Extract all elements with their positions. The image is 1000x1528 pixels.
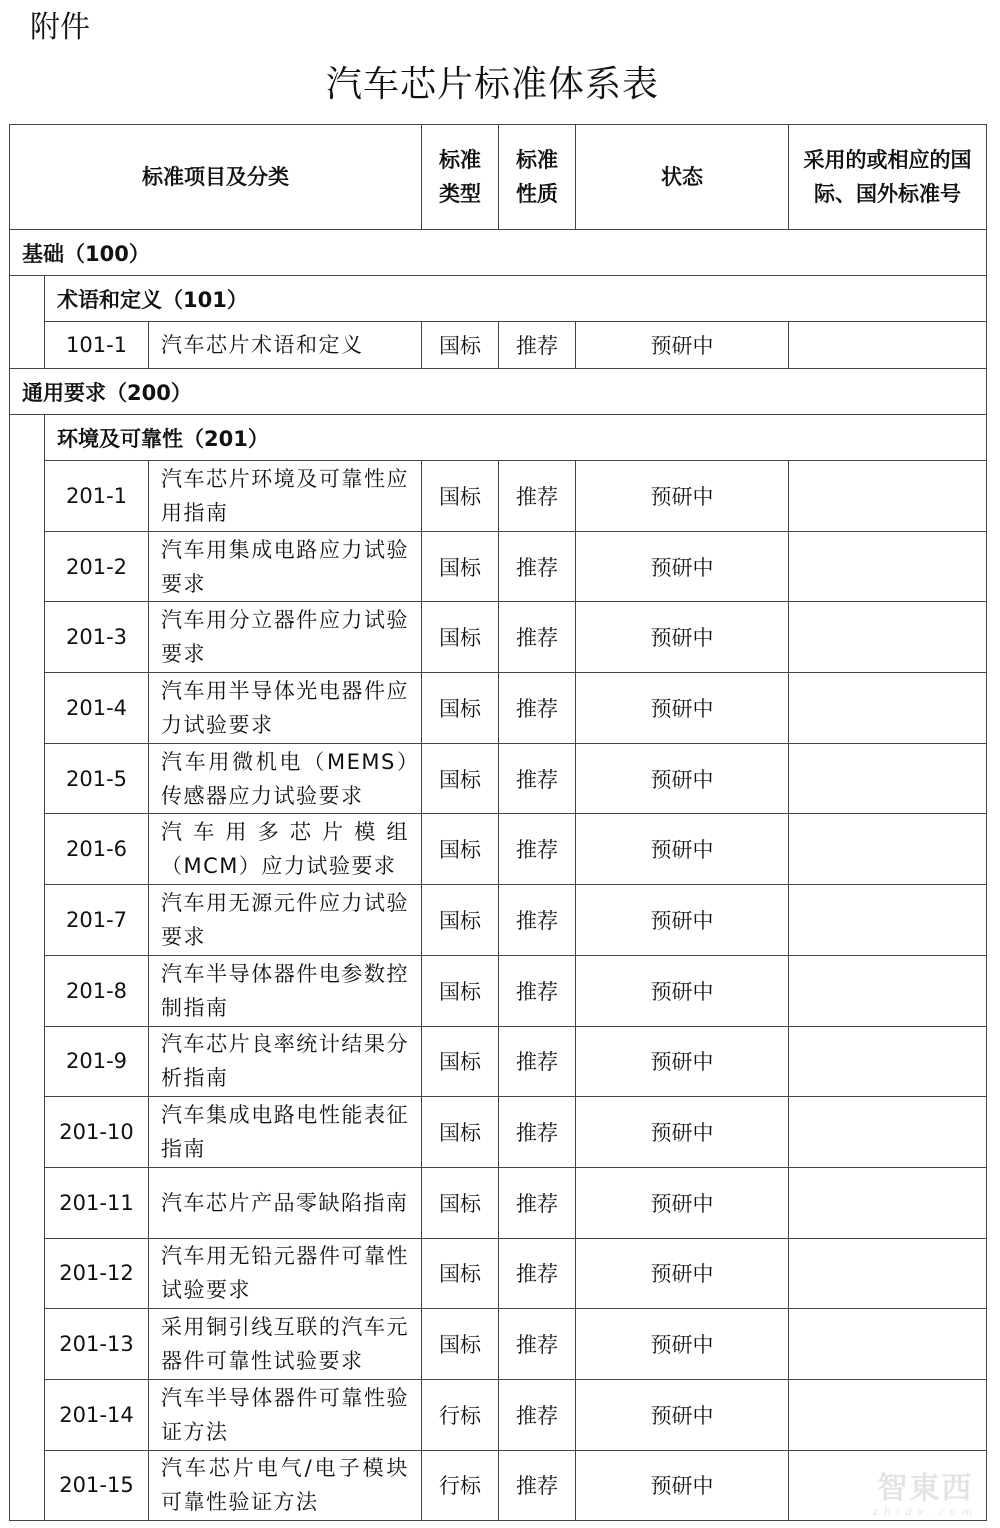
standard-nature: 推荐: [499, 531, 576, 602]
standard-status: 预研中: [576, 461, 789, 532]
intl-standard-number: [789, 322, 987, 369]
standard-status: 预研中: [576, 1450, 789, 1521]
standard-type: 国标: [422, 673, 499, 744]
standard-type: 国标: [422, 814, 499, 885]
standard-type: 国标: [422, 885, 499, 956]
intl-standard-number: [789, 1238, 987, 1309]
page-title: 汽车芯片标准体系表: [325, 64, 659, 105]
standard-name: 汽车半导体器件可靠性验证方法: [149, 1379, 422, 1450]
standard-status: 预研中: [576, 814, 789, 885]
standard-type: 国标: [422, 322, 499, 369]
standard-code: 201-15: [45, 1450, 149, 1521]
table-row: [10, 602, 987, 673]
standard-code: 201-10: [45, 1097, 149, 1168]
standard-nature: 推荐: [499, 461, 576, 532]
standard-name: 汽车用无铅元器件可靠性试验要求: [149, 1238, 422, 1309]
standard-name: 汽车芯片电气/电子模块可靠性验证方法: [149, 1450, 422, 1521]
standards-table: [9, 124, 987, 1521]
section-label: 通用要求（200）: [10, 369, 987, 415]
watermark-site: zhidx.com: [872, 1507, 978, 1518]
standard-nature: 推荐: [499, 814, 576, 885]
header-status: 状态: [576, 125, 789, 230]
table-row: [10, 1309, 987, 1380]
intl-standard-number: [789, 1379, 987, 1450]
table-row: [10, 743, 987, 814]
standard-code: 201-14: [45, 1379, 149, 1450]
section-row: [10, 369, 987, 415]
standard-code: 201-3: [45, 602, 149, 673]
standard-status: 预研中: [576, 743, 789, 814]
standard-type: 国标: [422, 1309, 499, 1380]
standard-name: 汽车用微机电（MEMS）传感器应力试验要求: [149, 743, 422, 814]
intl-standard-number: [789, 814, 987, 885]
standard-name: 汽车用无源元件应力试验要求: [149, 885, 422, 956]
standard-code: 201-8: [45, 955, 149, 1026]
standard-name: 汽车芯片术语和定义: [149, 322, 422, 369]
standard-type: 国标: [422, 602, 499, 673]
indent-cell: [10, 276, 45, 369]
intl-standard-number: [789, 531, 987, 602]
intl-standard-number: [789, 885, 987, 956]
table-row: [10, 814, 987, 885]
attachment-label: 附件: [30, 10, 90, 45]
intl-standard-number: [789, 1167, 987, 1238]
standard-status: 预研中: [576, 322, 789, 369]
section-label: 基础（100）: [10, 230, 987, 276]
standard-nature: 推荐: [499, 1097, 576, 1168]
table-row: [10, 955, 987, 1026]
watermark: [873, 1463, 978, 1518]
watermark-logo: 智東西: [877, 1471, 974, 1506]
standard-code: 101-1: [45, 322, 149, 369]
standard-name: 汽车用多芯片模组（MCM）应力试验要求: [149, 814, 422, 885]
table-row: [10, 673, 987, 744]
header-type: 标准类型: [422, 125, 499, 230]
standard-nature: 推荐: [499, 1167, 576, 1238]
standard-code: 201-13: [45, 1309, 149, 1380]
standard-code: 201-9: [45, 1026, 149, 1097]
standard-name: 汽车芯片产品零缺陷指南: [149, 1167, 422, 1238]
standard-code: 201-2: [45, 531, 149, 602]
standard-name: 汽车用分立器件应力试验要求: [149, 602, 422, 673]
intl-standard-number: [789, 1097, 987, 1168]
intl-standard-number: [789, 743, 987, 814]
standard-status: 预研中: [576, 955, 789, 1026]
standard-nature: 推荐: [499, 743, 576, 814]
standard-code: 201-7: [45, 885, 149, 956]
standard-nature: 推荐: [499, 322, 576, 369]
intl-standard-number: [789, 673, 987, 744]
standard-nature: 推荐: [499, 1309, 576, 1380]
standard-status: 预研中: [576, 531, 789, 602]
standard-name: 汽车半导体器件电参数控制指南: [149, 955, 422, 1026]
standard-type: 国标: [422, 955, 499, 1026]
table-row: [10, 1379, 987, 1450]
standard-name: 汽车芯片良率统计结果分析指南: [149, 1026, 422, 1097]
standard-status: 预研中: [576, 1167, 789, 1238]
standard-status: 预研中: [576, 673, 789, 744]
table-row: [10, 322, 987, 369]
standard-type: 行标: [422, 1450, 499, 1521]
standard-status: 预研中: [576, 1309, 789, 1380]
subsection-label: 环境及可靠性（201）: [45, 415, 987, 461]
standard-type: 国标: [422, 1026, 499, 1097]
standard-nature: 推荐: [499, 1238, 576, 1309]
intl-standard-number: [789, 955, 987, 1026]
table-row: [10, 1238, 987, 1309]
table-header-row: [10, 125, 987, 230]
standard-code: 201-6: [45, 814, 149, 885]
standard-type: 国标: [422, 1167, 499, 1238]
standard-name: 汽车集成电路电性能表征指南: [149, 1097, 422, 1168]
standard-status: 预研中: [576, 1379, 789, 1450]
standard-type: 国标: [422, 1097, 499, 1168]
subsection-row: [10, 415, 987, 461]
standard-name: 汽车用集成电路应力试验要求: [149, 531, 422, 602]
standard-name: 汽车芯片环境及可靠性应用指南: [149, 461, 422, 532]
standard-code: 201-1: [45, 461, 149, 532]
indent-cell: [10, 415, 45, 1521]
intl-standard-number: [789, 602, 987, 673]
standard-nature: 推荐: [499, 955, 576, 1026]
standard-status: 预研中: [576, 602, 789, 673]
intl-standard-number: [789, 1309, 987, 1380]
table-row: [10, 1026, 987, 1097]
table-row: [10, 885, 987, 956]
standard-status: 预研中: [576, 1238, 789, 1309]
standard-status: 预研中: [576, 885, 789, 956]
table-row: [10, 1097, 987, 1168]
table-row: [10, 531, 987, 602]
subsection-row: [10, 276, 987, 322]
standard-code: 201-4: [45, 673, 149, 744]
intl-standard-number: [789, 461, 987, 532]
table-row: [10, 461, 987, 532]
standard-nature: 推荐: [499, 885, 576, 956]
standard-type: 国标: [422, 1238, 499, 1309]
intl-standard-number: [789, 1026, 987, 1097]
standard-status: 预研中: [576, 1097, 789, 1168]
standard-nature: 推荐: [499, 673, 576, 744]
standard-nature: 推荐: [499, 602, 576, 673]
standard-name: 汽车用半导体光电器件应力试验要求: [149, 673, 422, 744]
standard-type: 国标: [422, 531, 499, 602]
standard-code: 201-11: [45, 1167, 149, 1238]
section-row: [10, 230, 987, 276]
header-intl: 采用的或相应的国际、国外标准号: [789, 125, 987, 230]
standard-type: 国标: [422, 461, 499, 532]
header-item: 标准项目及分类: [10, 125, 422, 230]
standard-name: 采用铜引线互联的汽车元器件可靠性试验要求: [149, 1309, 422, 1380]
table-row: [10, 1167, 987, 1238]
header-nature: 标准性质: [499, 125, 576, 230]
standard-code: 201-5: [45, 743, 149, 814]
standard-type: 国标: [422, 743, 499, 814]
standard-nature: 推荐: [499, 1026, 576, 1097]
standard-nature: 推荐: [499, 1450, 576, 1521]
standard-nature: 推荐: [499, 1379, 576, 1450]
table-row: [10, 1450, 987, 1521]
standard-type: 行标: [422, 1379, 499, 1450]
standard-status: 预研中: [576, 1026, 789, 1097]
standard-code: 201-12: [45, 1238, 149, 1309]
subsection-label: 术语和定义（101）: [45, 276, 987, 322]
